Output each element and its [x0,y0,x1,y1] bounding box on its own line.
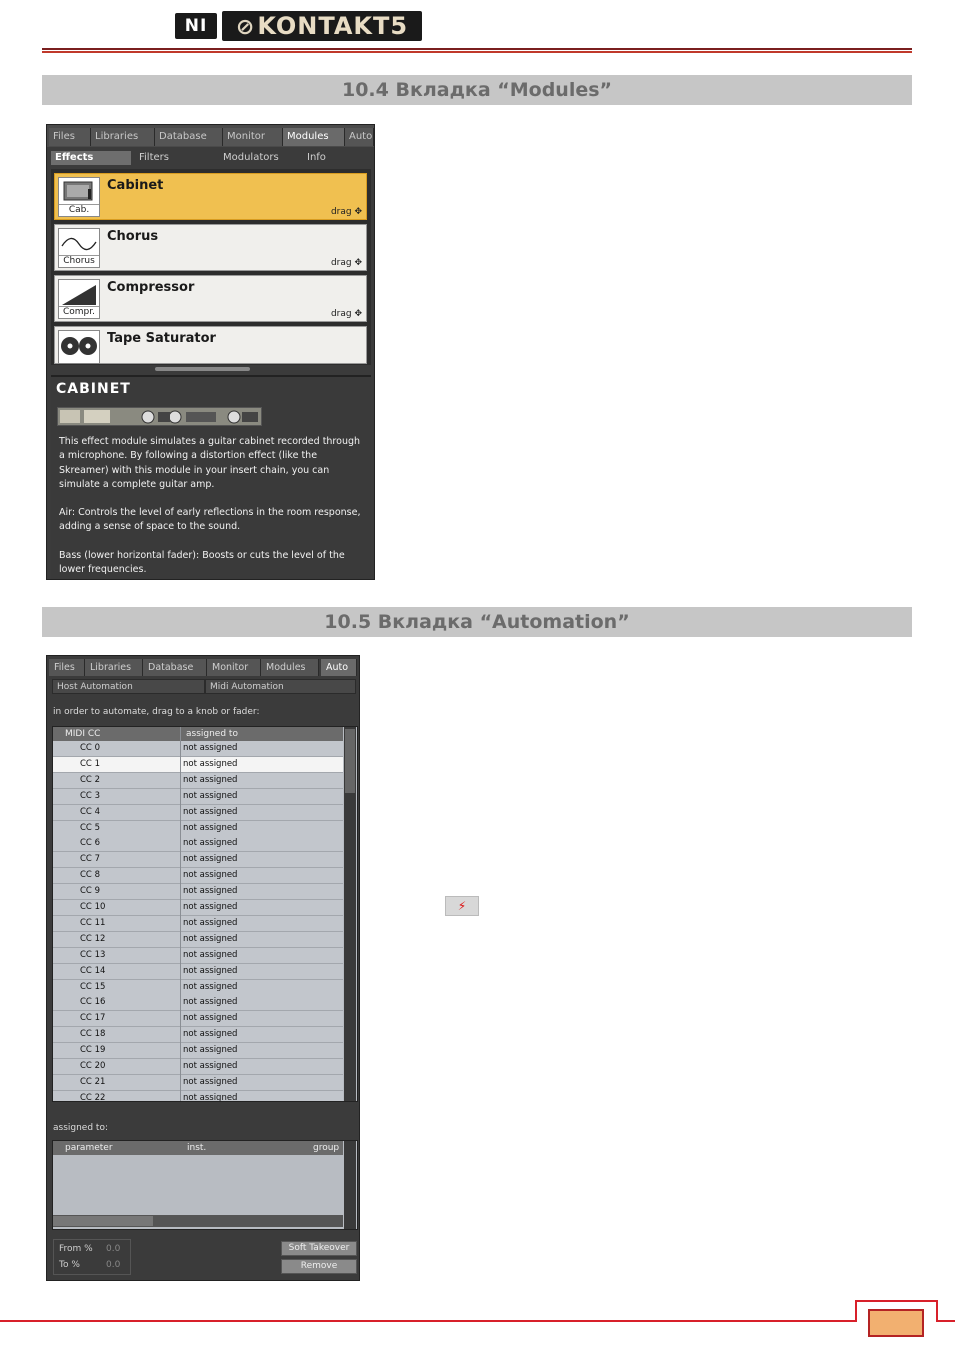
table-row[interactable] [53,805,343,821]
table-row[interactable] [53,1011,343,1027]
midi-cc-table [52,726,358,1102]
automation-panel-screenshot [46,655,360,1281]
section-title-automation: 10.5 Вкладка “Automation” [42,607,912,637]
column-header-parameter[interactable]: parameter [65,1143,113,1153]
assigned-cell: not assigned [183,758,238,769]
cc-cell: CC 4 [80,806,100,817]
cc-cell: CC 2 [80,774,100,785]
tab-database[interactable]: Database [155,128,223,146]
lightning-icon: ⚡ [445,896,479,916]
tab-modules[interactable]: Modules [283,128,345,146]
vertical-scrollbar[interactable] [344,1141,356,1229]
module-name: Chorus [107,229,159,244]
tab-files[interactable]: Files [49,659,85,676]
cc-cell: CC 17 [80,1013,106,1024]
ni-logo: NI [175,13,217,39]
cc-cell: CC 13 [80,949,106,960]
tab-monitor[interactable]: Monitor [207,659,261,676]
compressor-icon [58,279,100,319]
info-paragraph: Air: Controls the level of early reflections in the room response, adding a sense of space to the sound. [59,507,361,533]
module-icon-label: Cab. [59,204,99,216]
cc-cell: CC 9 [80,886,100,897]
assigned-cell: not assigned [183,854,238,865]
table-row[interactable] [53,980,343,996]
subtab-filters[interactable]: Filters [139,152,169,163]
assigned-cell: not assigned [183,886,238,897]
table-row[interactable] [53,789,343,805]
table-row[interactable] [53,1091,343,1102]
footer-frame [855,1300,857,1322]
module-info-area [51,375,371,580]
assigned-cell: not assigned [183,981,238,992]
tab-auto[interactable]: Auto [345,128,374,146]
automation-hint: in order to automate, drag to a knob or fader: [53,707,260,717]
table-row[interactable] [53,868,343,884]
table-row[interactable] [53,995,343,1011]
assigned-cell: not assigned [183,774,238,785]
assigned-cell: not assigned [183,997,238,1008]
footer-frame [936,1300,938,1322]
info-description [59,435,365,580]
assigned-cell: not assigned [183,933,238,944]
cc-cell: CC 18 [80,1029,106,1040]
cc-cell: CC 11 [80,917,106,928]
assigned-cell: not assigned [183,949,238,960]
module-icon-label: Compr. [59,306,99,318]
module-icon-label: Chorus [59,255,99,267]
module-name: Cabinet [107,178,164,193]
table-row[interactable] [53,773,343,789]
assigned-cell: not assigned [183,743,238,753]
subtab-modulators[interactable]: Modulators [223,152,279,163]
tab-libraries[interactable]: Libraries [85,659,143,676]
range-fields [53,1239,131,1275]
drag-handle[interactable]: drag ✥ [330,207,362,217]
cc-cell: CC 22 [80,1092,106,1102]
assigned-cell: not assigned [183,1029,238,1040]
assigned-cell: not assigned [183,1061,238,1071]
info-title: CABINET [56,381,131,397]
assigned-cell: not assigned [183,1076,238,1087]
cc-cell: CC 10 [80,902,106,912]
assigned-cell: not assigned [183,902,238,912]
browser-tab-row [47,125,374,147]
module-card-cabinet[interactable] [54,173,367,220]
drag-handle[interactable]: drag ✥ [330,258,362,268]
cc-cell: CC 16 [80,997,106,1008]
info-paragraph: Bass (lower horizontal fader): Boosts or cuts the level of the lower frequencies. [59,549,345,576]
module-name: Tape Saturator [107,331,216,346]
list-scrollbar[interactable] [155,367,250,371]
assigned-cell: not assigned [183,917,238,928]
assigned-cell: not assigned [183,806,238,817]
footer-frame [936,1320,955,1322]
cabinet-icon [58,177,100,217]
cc-cell: CC 0 [80,743,100,753]
table-row[interactable] [53,964,343,980]
assigned-cell: not assigned [183,1013,238,1024]
module-card-tape-saturator[interactable] [54,326,367,364]
cabinet-module-preview [57,407,262,426]
column-header-group[interactable]: group [313,1143,340,1153]
to-label: To % [59,1260,80,1270]
tab-database[interactable]: Database [143,659,207,676]
table-row[interactable] [53,1059,343,1075]
table-row[interactable] [53,1075,343,1091]
page-number-box [868,1309,924,1337]
cc-cell: CC 5 [80,822,100,833]
assigned-cell: not assigned [183,1045,238,1056]
remove-button[interactable]: Remove [281,1259,357,1274]
table-header [53,727,343,741]
table-header [53,1141,343,1155]
subtab-effects[interactable]: Effects [51,151,131,165]
cc-cell: CC 3 [80,790,100,801]
table-row[interactable] [53,741,343,757]
table-row[interactable] [53,836,343,852]
cc-cell: CC 12 [80,933,106,944]
tape-icon [58,330,100,364]
scrollbar-thumb[interactable] [53,1216,153,1226]
assigned-cell: not assigned [183,790,238,801]
module-card-chorus[interactable] [54,224,367,271]
table-row[interactable] [53,1027,343,1043]
to-field[interactable]: 0.0 [106,1260,121,1270]
cc-cell: CC 15 [80,981,106,992]
footer-frame [855,1300,938,1302]
table-row[interactable] [53,1043,343,1059]
assigned-cell: not assigned [183,838,238,849]
cc-cell: CC 1 [80,758,100,769]
table-row[interactable] [53,948,343,964]
table-row[interactable] [53,757,343,773]
drag-handle[interactable]: drag ✥ [330,309,362,319]
cc-cell: CC 6 [80,838,100,849]
table-row[interactable] [53,884,343,900]
footer-rule [0,1320,855,1322]
soft-takeover-button[interactable]: Soft Takeover [281,1241,357,1256]
scrollbar-thumb[interactable] [345,729,355,793]
column-header-inst[interactable]: inst. [187,1143,207,1153]
column-header-assigned[interactable]: assigned to [186,729,238,739]
table-row[interactable] [53,821,343,837]
subtab-midi-automation[interactable]: Midi Automation [205,679,356,694]
cc-cell: CC 8 [80,870,100,881]
cc-cell: CC 14 [80,965,106,976]
assigned-cell: not assigned [183,822,238,833]
from-field[interactable]: 0.0 [106,1244,121,1254]
cc-cell: CC 7 [80,854,100,865]
parameter-table [52,1140,358,1230]
section-title-modules: 10.4 Вкладка “Modules” [42,75,912,105]
assigned-to-label: assigned to: [53,1123,108,1133]
column-header-midi-cc[interactable]: MIDI CC [65,729,101,739]
tab-files[interactable]: Files [49,128,91,146]
cc-cell: CC 21 [80,1076,106,1087]
table-row[interactable] [53,932,343,948]
info-paragraph: This effect module simulates a guitar cabinet recorded through a microphone. By following a distortion effect (like the Skreamer) with this module in your insert chain, you can simulate a complete guitar amp. [59,436,361,490]
module-name: Compressor [107,280,195,295]
kontakt-logo: ⊘KONTAKT5 [222,11,422,41]
tab-libraries[interactable]: Libraries [91,128,155,146]
cc-cell: CC 20 [80,1061,106,1071]
table-row[interactable] [53,916,343,932]
table-row[interactable] [53,900,343,916]
column-divider [180,727,181,1101]
tab-monitor[interactable]: Monitor [223,128,283,146]
header-rule-red [42,51,912,53]
assigned-cell: not assigned [183,1092,238,1102]
subtab-host-automation[interactable]: Host Automation [52,679,205,694]
cc-cell: CC 19 [80,1045,106,1056]
from-label: From % [59,1244,93,1254]
tab-auto[interactable]: Auto [321,659,357,676]
assigned-cell: not assigned [183,870,238,881]
module-card-compressor[interactable] [54,275,367,322]
tab-modules[interactable]: Modules [261,659,319,676]
chorus-icon [58,228,100,268]
modules-panel-screenshot [46,124,375,580]
module-list [51,169,371,365]
header-rule-dark [42,48,912,50]
table-row[interactable] [53,852,343,868]
subtab-info[interactable]: Info [307,152,326,163]
assigned-cell: not assigned [183,965,238,976]
